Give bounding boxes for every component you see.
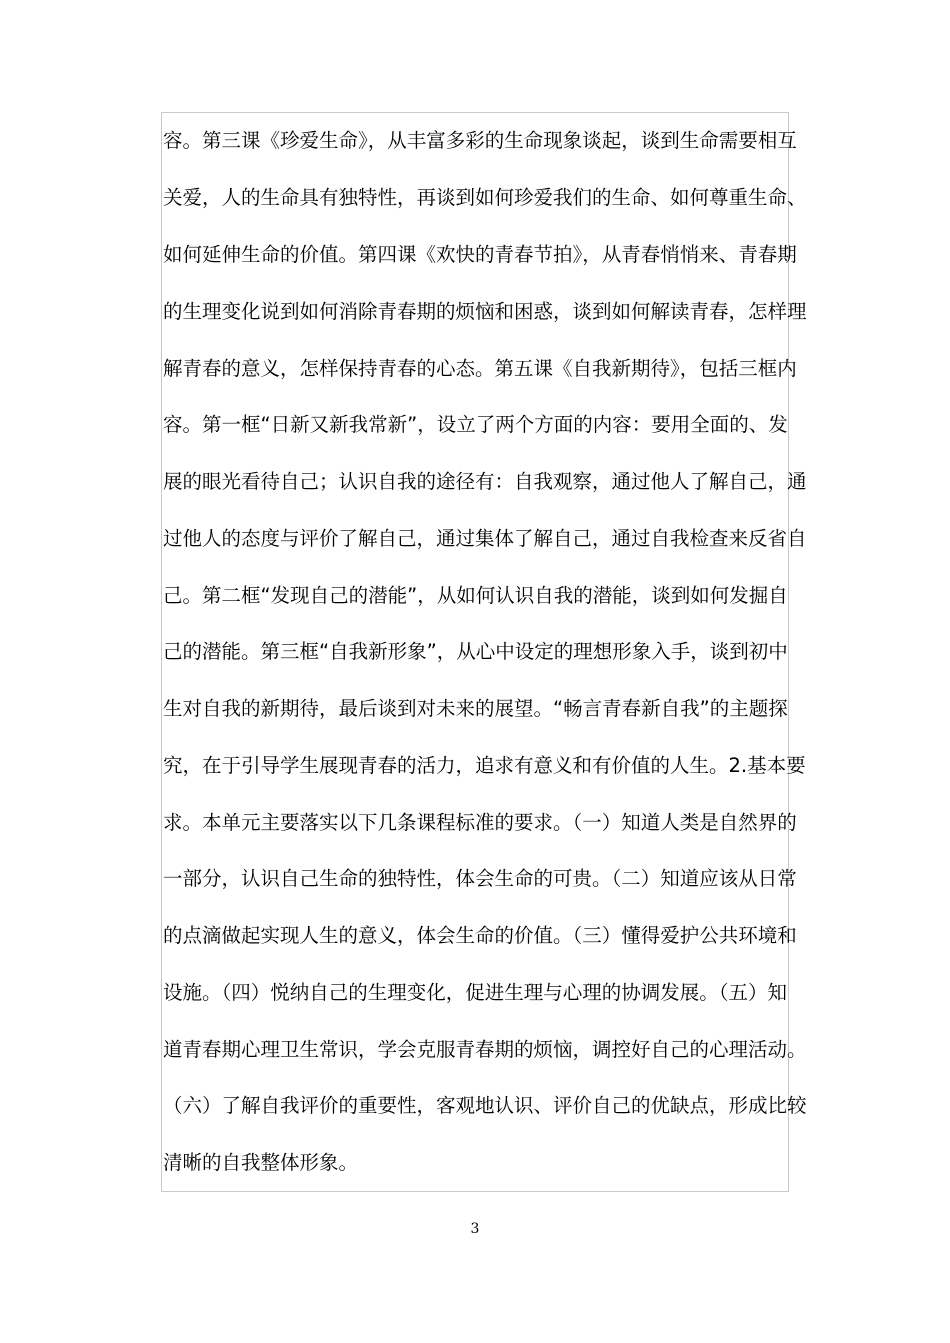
body-text-line: 的生理变化说到如何消除青春期的烦恼和困惑，谈到如何解读青春，怎样理 [163,300,807,323]
body-text-line: 展的眼光看待自己；认识自我的途径有：自我观察，通过他人了解自己，通 [163,470,807,493]
body-text-line: 的点滴做起实现人生的意义，体会生命的价值。（三）懂得爱护公共环境和 [163,924,797,947]
body-text-line: 容。第一框“日新又新我常新”，设立了两个方面的内容：要用全面的、发 [163,413,788,436]
body-text-line: 清晰的自我整体形象。 [163,1151,359,1174]
body-text-line: 究，在于引导学生展现青春的活力，追求有意义和有价值的人生。2.基本要 [163,754,806,777]
body-text-line: 解青春的意义，怎样保持青春的心态。第五课《自我新期待》，包括三框内 [163,357,797,380]
body-text-line: 道青春期心理卫生常识，学会克服青春期的烦恼，调控好自己的心理活动。 [163,1038,807,1061]
body-text-line: 如何延伸生命的价值。第四课《欢快的青春节拍》，从青春悄悄来、青春期 [163,243,797,266]
body-text-line: 求。本单元主要落实以下几条课程标准的要求。（一）知道人类是自然界的 [163,811,797,834]
body-text-line: 关爱，人的生命具有独特性，再谈到如何珍爱我们的生命、如何尊重生命、 [163,186,807,209]
body-text-line: 过他人的态度与评价了解自己，通过集体了解自己，通过自我检查来反省自 [163,527,807,550]
body-text-line: 一部分，认识自己生命的独特性，体会生命的可贵。（二）知道应该从日常 [163,867,797,890]
body-text-line: 己的潜能。第三框“自我新形象”，从心中设定的理想形象入手，谈到初中 [163,640,788,663]
body-text-line: （六）了解自我评价的重要性，客观地认识、评价自己的优缺点，形成比较 [163,1094,807,1117]
body-text-line: 容。第三课《珍爱生命》，从丰富多彩的生命现象谈起，谈到生命需要相互 [163,129,797,152]
body-text-line: 设施。（四）悦纳自己的生理变化，促进生理与心理的协调发展。（五）知 [163,981,788,1004]
body-text-line: 生对自我的新期待，最后谈到对未来的展望。“畅言青春新自我”的主题探 [163,697,788,720]
page-number: 3 [470,1221,480,1237]
body-text-line: 己。第二框“发现自己的潜能”，从如何认识自我的潜能，谈到如何发掘自 [163,584,788,607]
